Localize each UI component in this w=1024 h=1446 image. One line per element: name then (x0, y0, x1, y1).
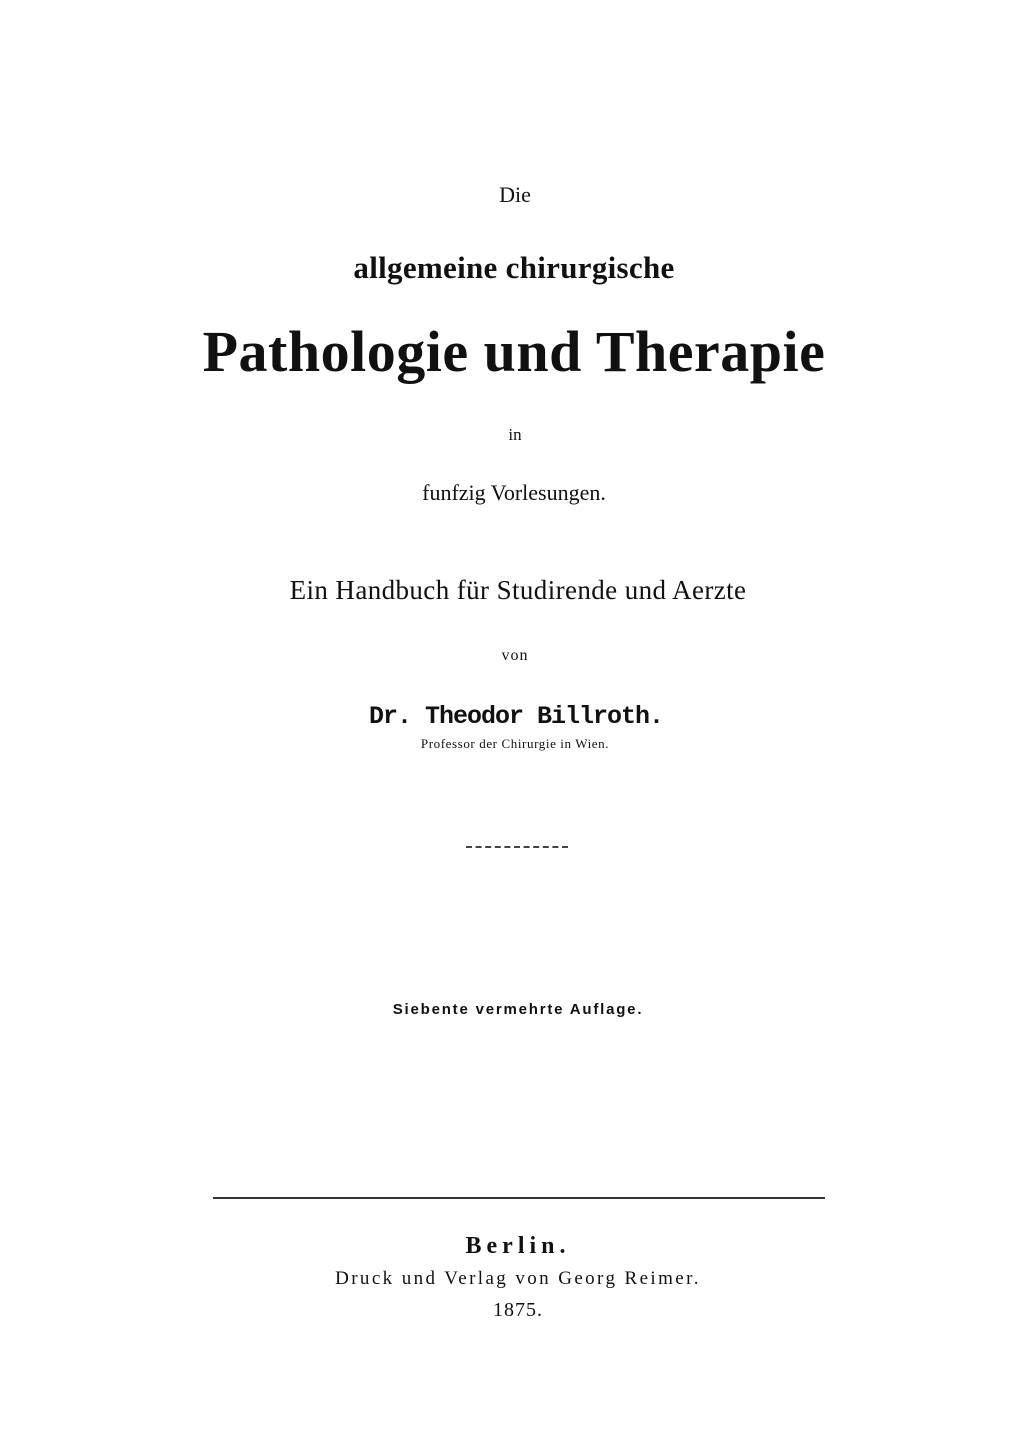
main-title: Pathologie und Therapie (202, 319, 826, 384)
imprint-city: Berlin. (465, 1233, 571, 1259)
by-line: von (501, 647, 529, 664)
title-subtitle: allgemeine chirurgische (353, 250, 675, 285)
short-divider (466, 846, 568, 848)
author-position: Professor der Chirurgie in Wien. (420, 736, 610, 751)
imprint-publisher: Druck und Verlag von Georg Reimer. (335, 1268, 701, 1289)
title-article: Die (499, 182, 531, 207)
handbook-line: Ein Handbuch für Studirende und Aerzte (289, 575, 747, 605)
imprint-year: 1875. (493, 1299, 543, 1321)
lectures-line: funfzig Vorlesungen. (422, 480, 606, 505)
title-preposition: in (508, 425, 522, 444)
edition-line: Siebente vermehrte Auflage. (392, 1001, 644, 1018)
author-name: Dr. Theodor Billroth. (368, 702, 664, 731)
imprint-divider (213, 1197, 825, 1199)
